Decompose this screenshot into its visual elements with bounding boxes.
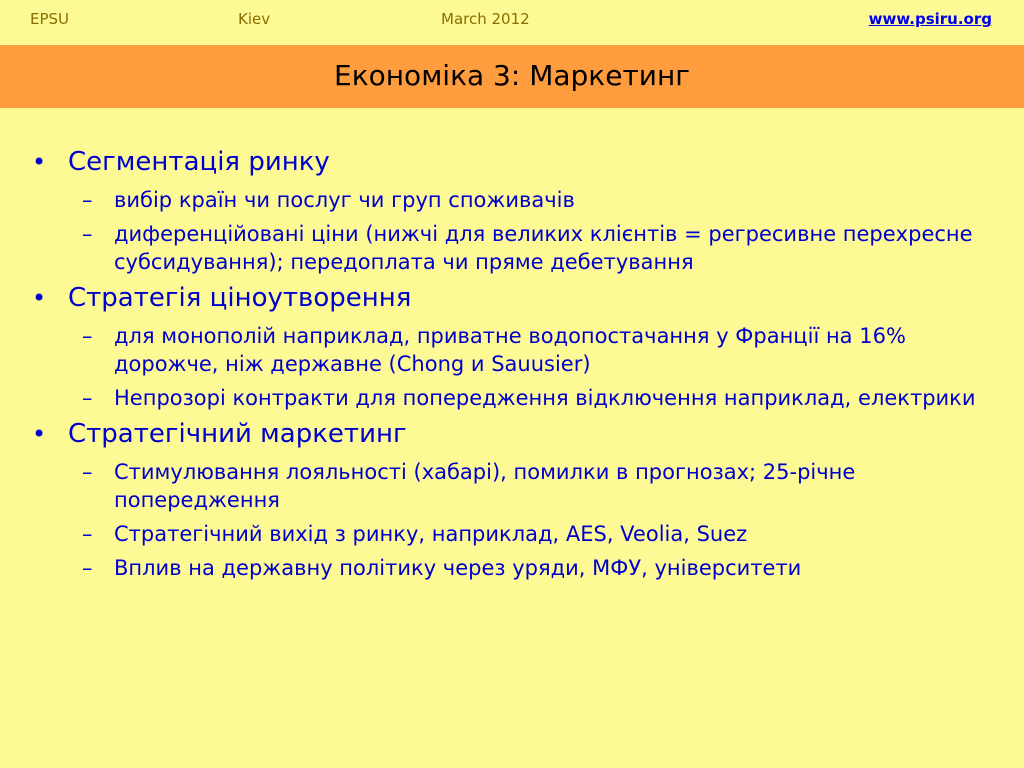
- sub-item: [30, 384, 990, 412]
- sub-item: [30, 458, 990, 514]
- sub-item: [30, 554, 990, 582]
- sub-item-text: Стратегічний вихід з ринку, наприклад, AES, Veolia, Suez: [114, 522, 748, 546]
- sub-item-text: Стимулювання лояльності (хабарі), помилки в прогнозах; 25-річне попередження: [114, 460, 856, 512]
- header-site-link[interactable]: www.psiru.org: [868, 10, 992, 28]
- sub-marker: –: [82, 460, 93, 484]
- bullet-marker: •: [32, 420, 47, 448]
- sub-item-text: диференційовані ціни (нижчі для великих клієнтів = регресивне перехресне субсидування); передоплата чи пряме дебетування: [114, 222, 973, 274]
- sub-marker: –: [82, 188, 93, 212]
- sub-marker: –: [82, 556, 93, 580]
- sub-marker: –: [82, 222, 93, 246]
- header-org: EPSU: [30, 10, 70, 28]
- slide-content: [30, 146, 990, 588]
- bullet-pricing-strategy: [30, 282, 990, 314]
- sub-item: [30, 186, 990, 214]
- slide-header: [0, 0, 1024, 42]
- sub-item: [30, 220, 990, 276]
- bullet-text: Стратегічний маркетинг: [68, 419, 407, 449]
- sub-item-text: Вплив на державну політику через уряди, МФУ, університети: [114, 556, 802, 580]
- header-date: March 2012: [441, 10, 530, 28]
- bullet-text: Стратегія ціноутворення: [68, 283, 412, 313]
- sub-item-text: для монополій наприклад, приватне водопостачання у Франції на 16% дорожче, ніж державне (Chong и Sauusier): [114, 324, 906, 376]
- bullet-segmentation: [30, 146, 990, 178]
- bullet-text: Сегментація ринку: [68, 147, 330, 177]
- sub-item: [30, 520, 990, 548]
- sub-item-text: Непрозорі контракти для попередження відключення наприклад, електрики: [114, 386, 976, 410]
- slide-title: Економіка 3: Маркетинг: [334, 59, 690, 92]
- bullet-strategic-marketing: [30, 418, 990, 450]
- sub-marker: –: [82, 324, 93, 348]
- header-city: Kiev: [238, 10, 271, 28]
- sub-item: [30, 322, 990, 378]
- sub-marker: –: [82, 522, 93, 546]
- sub-item-text: вибір країн чи послуг чи груп споживачів: [114, 188, 575, 212]
- sub-marker: –: [82, 386, 93, 410]
- bullet-marker: •: [32, 148, 47, 176]
- bullet-marker: •: [32, 284, 47, 312]
- title-bar: [0, 45, 1024, 108]
